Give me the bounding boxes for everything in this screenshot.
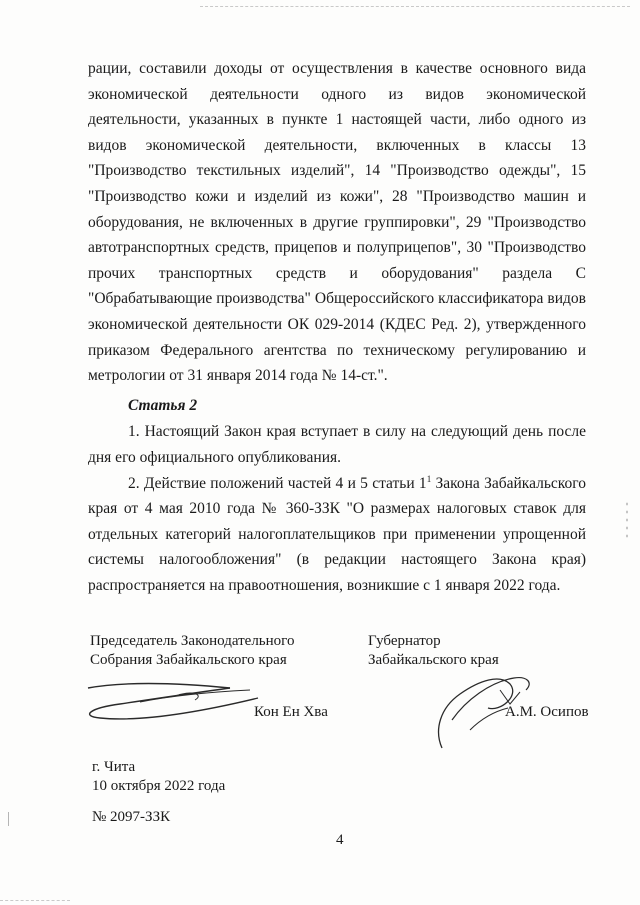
superscript-index: 1 [426,473,432,484]
item-2-text-end: Закона Забайкальского края от 4 мая 2010 года № 360-ЗЗК "О размерах налоговых ставок для отдельных категорий налогоплательщиков при применении упрощенной системы налогообложения" (в редакции настоящего Закона края) распространяется на правоотношения, возникшие с 1 января 2022 года. [88,474,586,594]
governor-name: А.М. Осипов [505,704,589,720]
city: г. Чита [92,759,136,775]
scan-artifact-bottom [0,900,70,902]
page-number: 4 [336,832,344,848]
law-number: № 2097-ЗЗК [92,809,171,825]
chair-title-line-2: Собрания Забайкальского края [90,652,287,668]
paragraph-article-2-item-2 [88,471,586,599]
scan-artifact-top [200,6,630,8]
chair-name: Кон Ен Хва [254,704,328,720]
article-heading: Статья 2 [128,396,198,414]
scan-artifact-right [624,500,630,540]
place-date-block [92,758,225,796]
chair-signature [80,676,265,726]
chair-title-line-1: Председатель Законодательного [90,633,295,649]
scan-artifact-left [8,812,9,826]
signing-date: 10 октября 2022 года [92,778,226,794]
paragraph-continuation: рации, составили доходы от осуществления в качестве основного вида экономической деятельности одного из видов экономической деятельности, указанных в пункте 1 настоящей части, либо одного из видов экономической деятельности, включенных в классы 13 "Производство текстильных изделий", 14 "Производство одежды", 15 "Производство кожи и изделий из кожи", 28 "Производство машин и оборудования, не включенных в другие группировки", 29 "Производство автотранспортных средств, прицепов и полуприцепов", 30 "Производство прочих транспортных средств и оборудования" раздела С "Обрабатывающие производства" Общероссийского классификатора видов экономической деятельности ОК 029-2014 (КДЕС Ред. 2), утвержденного приказом Федерального агентства по техническому регулированию и метрологии от 31 января 2014 года № 14-ст.". [88,60,586,385]
governor-title-line-1: Губернатор [368,633,441,649]
governor-title-line-2: Забайкальского края [368,652,499,668]
item-2-text-start: 2. Действие положений частей 4 и 5 статьи 1 [128,474,427,492]
document-body [88,56,586,598]
chair-title-block [90,632,330,670]
paragraph-article-2-item-1: 1. Настоящий Закон края вступает в силу на следующий день после дня его официального опубликования. [88,423,586,466]
